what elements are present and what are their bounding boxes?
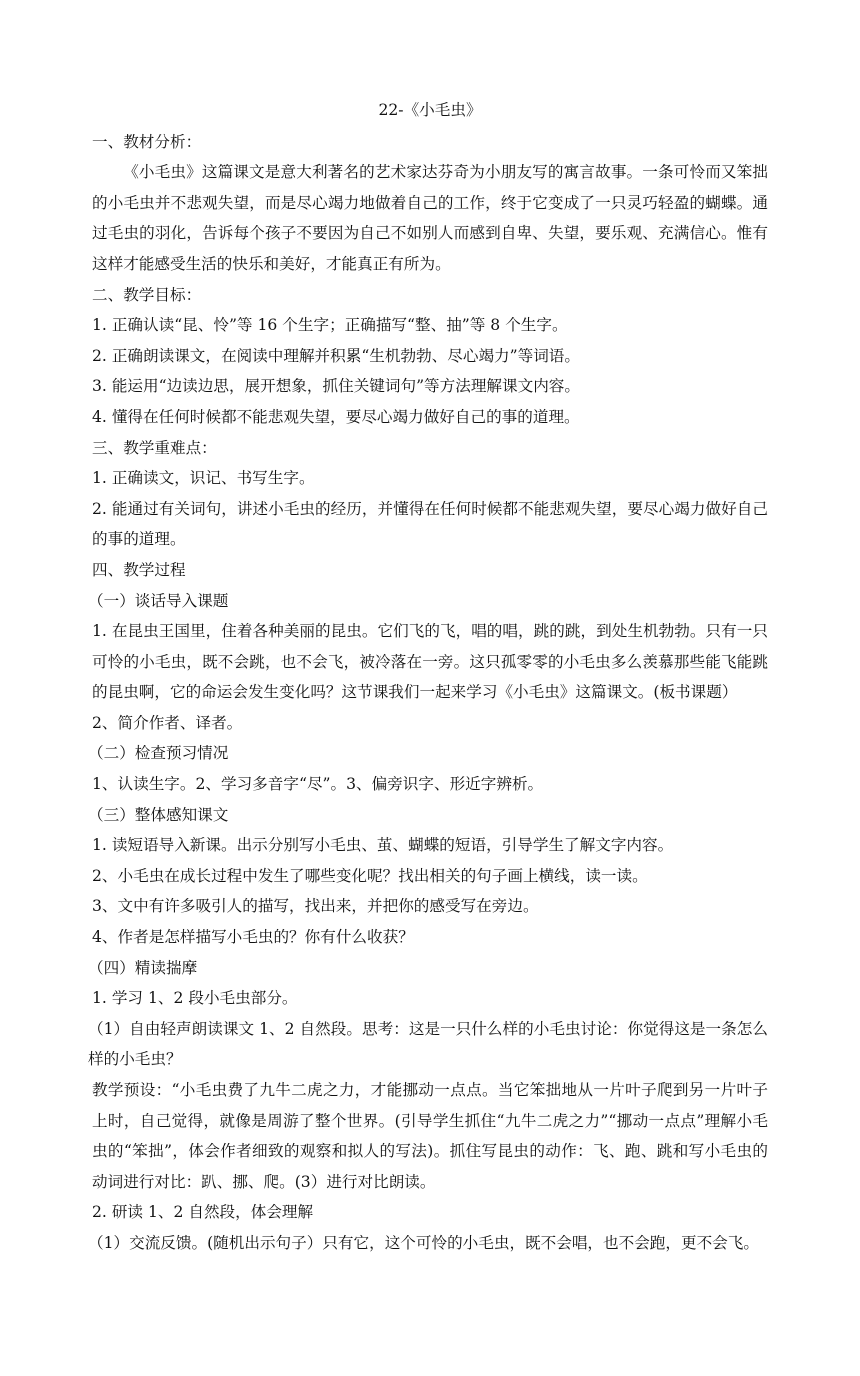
document-title: 22-《小毛虫》	[378, 101, 482, 119]
paragraph: 2. 正确朗读课文，在阅读中理解并积累“生机勃勃、尽心竭力”等词语。	[92, 346, 580, 365]
paragraph: 1. 正确读文，识记、书写生字。	[92, 469, 315, 488]
paragraph: 3. 能运用“边读边思，展开想象，抓住关键词句”等方法理解课文内容。	[92, 377, 580, 396]
paragraph: （四）精读揣摩	[88, 958, 198, 977]
paragraph: 2、简介作者、译者。	[92, 713, 243, 732]
paragraph: （一）谈话导入课题	[88, 591, 229, 610]
paragraph: 4、作者是怎样描写小毛虫的？你有什么收获？	[92, 928, 414, 947]
paragraph: 一、教材分析：	[92, 132, 202, 151]
paragraph: （二）检查预习情况	[88, 744, 229, 763]
paragraph: （三）整体感知课文	[88, 805, 229, 824]
paragraph: 1. 正确认读“昆、怜”等 16 个生字；正确描写“整、抽”等 8 个生字。	[92, 316, 568, 335]
paragraph: 《小毛虫》这篇课文是意大利著名的艺术家达芬奇为小朋友写的寓言故事。一条可怜而又笨拙的小毛虫并不悲观失望，而是尽心竭力地做着自己的工作，终于它变成了一只灵巧轻盈的蝴蝶。通过毛虫的羽化，告诉每个孩子不要因为自己不如别人而感到自卑、失望，要乐观、充满信心。惟有这样才能感受生活的快乐和美好，才能真正有所为。	[92, 163, 768, 273]
paragraph: 三、教学重难点：	[92, 438, 217, 457]
paragraph: 4. 懂得在任何时候都不能悲观失望，要尽心竭力做好自己的事的道理。	[92, 407, 580, 426]
paragraph: 教学预设：“小毛虫费了九牛二虎之力，才能挪动一点点。当它笨拙地从一片叶子爬到另一片叶子上时，自己觉得，就像是周游了整个世界。(引导学生抓住“九牛二虎之力”“挪动一点点”理解小毛虫的“笨拙”，体会作者细致的观察和拟人的写法)。抓住写昆虫的动作：飞、跑、跳和写小毛虫的动词进行对比：趴、挪、爬。(3）进行对比朗读。	[92, 1081, 768, 1191]
paragraph: 2. 研读 1、2 自然段，体会理解	[92, 1203, 314, 1222]
paragraph: （1）交流反馈。(随机出示句子）只有它，这个可怜的小毛虫，既不会唱，也不会跑，更不会飞。	[88, 1233, 759, 1252]
paragraph: 1. 学习 1、2 段小毛虫部分。	[92, 989, 298, 1008]
document-body	[88, 127, 768, 1259]
paragraph: 1. 在昆虫王国里，住着各种美丽的昆虫。它们飞的飞，唱的唱，跳的跳，到处生机勃勃。只有一只可怜的小毛虫，既不会跳，也不会飞，被冷落在一旁。这只孤零零的小毛虫多么羡慕那些能飞能跳的昆虫啊，它的命运会发生变化吗？这节课我们一起来学习《小毛虫》这篇课文。(板书课题）	[92, 622, 768, 702]
paragraph: 2. 能通过有关词句，讲述小毛虫的经历，并懂得在任何时候都不能悲观失望，要尽心竭力做好自己的事的道理。	[92, 499, 768, 549]
paragraph: 3、文中有许多吸引人的描写，找出来，并把你的感受写在旁边。	[92, 897, 539, 916]
paragraph: （1）自由轻声朗读课文 1、2 自然段。思考：这是一只什么样的小毛虫讨论：你觉得这是一条怎么样的小毛虫？	[88, 1019, 768, 1069]
paragraph: 1. 读短语导入新课。出示分别写小毛虫、茧、蝴蝶的短语，引导学生了解文字内容。	[92, 836, 674, 855]
paragraph: 2、小毛虫在成长过程中发生了哪些变化呢？找出相关的句子画上横线，读一读。	[92, 866, 648, 885]
paragraph: 1、认读生字。2、学习多音字“尽”。3、偏旁识字、形近字辨析。	[92, 775, 544, 794]
paragraph: 四、教学过程	[92, 560, 186, 579]
paragraph: 二、教学目标：	[92, 285, 202, 304]
